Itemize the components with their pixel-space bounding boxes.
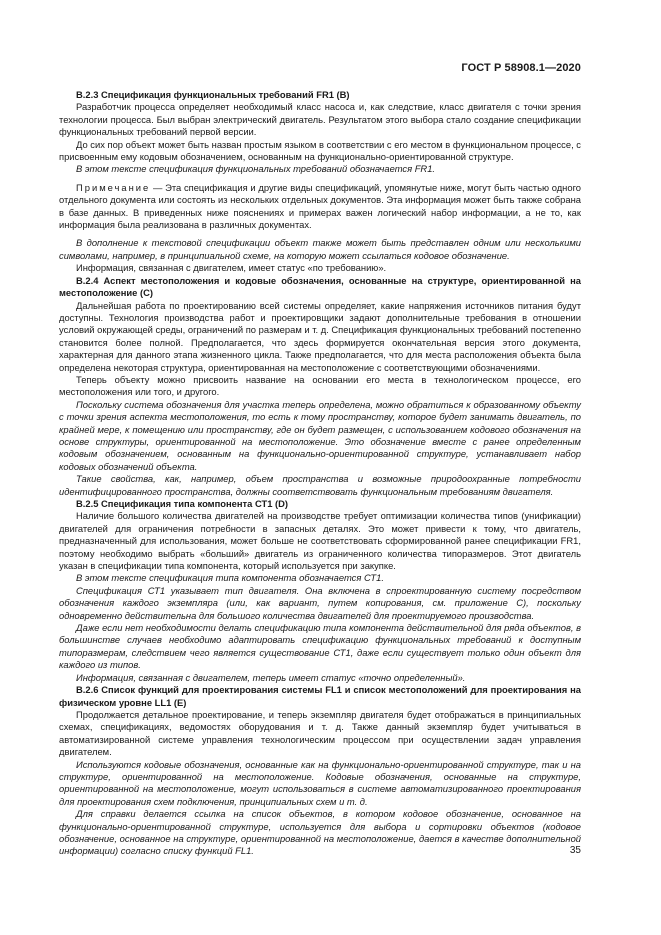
italic-paragraph: Спецификация СТ1 указывает тип двигателя. Она включена в спроектированную систему посредством обозначения каждого экземпляра (или, как вариант, путем копирования, см. приложение С), поскольку одновременно действительна для большого количества двигателей для проектируемого производства.: [59, 584, 581, 621]
document-id: ГОСТ Р 58908.1—2020: [461, 62, 581, 74]
section-heading-b23: В.2.3 Спецификация функциональных требований FR1 (В): [76, 89, 350, 100]
italic-paragraph: В этом тексте спецификация функциональных требований обозначается FR1.: [76, 163, 436, 175]
section-heading-b25: В.2.5 Спецификация типа компонента СТ1 (D): [76, 498, 289, 509]
italic-paragraph: Информация, связанная с двигателем, теперь имеет статус «точно определенный».: [76, 671, 466, 683]
paragraph: Разработчик процесса определяет необходимый класс насоса и, как следствие, класс двигателя с точки зрения технологии процесса. Был выбран электрический двигатель. Результатом этого выбора стало создание спецификации функциональных требований первой версии.: [59, 101, 581, 138]
paragraph: Продолжается детальное проектирование, и теперь экземпляр двигателя будет отображаться в принципиальных схемах, спецификациях, ведомостях оборудования и т. д. Также данный экземпляр будет учитываться в автоматизированной системе управления технологическим процессом при осуществлении задач управления двигателем.: [59, 708, 581, 758]
paragraph: До сих пор объект может быть назван простым языком в соответствии с его местом в функциональном процессе, с присвоенным ему кодовым обозначением, основанным на функционально-ориентированной структуре.: [59, 138, 581, 163]
italic-paragraph: Такие свойства, как, например, объем пространства и возможные природоохранные потребности идентифицированного пространства, должны соответствовать функциональным требованиям двигателя.: [59, 473, 581, 497]
italic-paragraph: Даже если нет необходимости делать спецификацию типа компонента действительной для ряда объектов, в большинстве случаев необходимо адаптировать спецификацию функциональных требований к доступным типоразмерам, следствием чего является существование СТ1, даже если существует только один объект для каждого из типов.: [59, 622, 581, 671]
paragraph: Наличие большого количества двигателей на производстве требует оптимизации количества типов (унификации) двигателей для ограничения потребности в запасных деталях. Это может привести к тому, что двигатель, предназначенный для использования, может больше не соответствовать сформированной ранее спецификации FR1, поэтому необходимо выбрать «больший» двигатель из ограниченного количества типоразмеров. Этот двигатель указан в спецификации типа компонента, который используется при закупке.: [59, 510, 581, 572]
italic-paragraph: Для справки делается ссылка на список объектов, в котором кодовое обозначение, основанное на функционально-ориентированной структуре, используется для выбора и сортировки объектов (кодовое обозначение, основанное на структуре, ориентированной на местоположение, дается в качестве дополнительной информации) согласно списку функций FL1.: [59, 808, 581, 857]
italic-paragraph: Поскольку система обозначения для участка теперь определена, можно обратиться к образованному объекту с точки зрения аспекта местоположения, то есть к тому пространству, которое будет занимать двигатель, по крайней мере, к помещению или пространству, где он будет размещен, с использованием кодового обозначения на основе структуры, ориентированной на местоположение. Это обозначение вместе с ранее определенным кодовым обозначением, основанным на функционально-ориентированной структуре, устанавливает набор кодовых обозначений объекта.: [59, 398, 581, 472]
page-number: 35: [569, 845, 581, 856]
italic-paragraph: В дополнение к текстовой спецификации объект также может быть представлен одним или несколькими символами, например, в принципиальной схеме, на которую может ссылаться кодовое обозначение.: [59, 237, 581, 261]
section-heading-b26: В.2.6 Список функций для проектирования системы FL1 и список местоположений для проектирования на физическом уровне LL1 (Е): [59, 684, 581, 708]
note-label: Примечание: [76, 181, 151, 193]
section-heading-b24: В.2.4 Аспект местоположения и кодовые обозначения, основанные на структуре, ориентированной на местоположение (С): [59, 274, 581, 299]
note-text: — Эта спецификация и другие виды спецификаций, упомянутые ниже, могут быть частью одного отдельного документа или состоять из нескольких отдельных документов. Эта информация может быть также собрана в базе данных. В приведенных ниже пояснениях и примерах важен логический набор информации, а не то, как информация была реализована в различных документах.: [59, 181, 581, 231]
italic-paragraph: В этом тексте спецификация типа компонента обозначается СТ1.: [76, 572, 384, 584]
document-body: [59, 89, 581, 858]
paragraph: Теперь объекту можно присвоить название на основании его места в технологическом процессе, его местоположения или того, и другого.: [59, 373, 581, 398]
italic-paragraph: Используются кодовые обозначения, основанные как на функционально-ориентированной структуре, так и на структуре, ориентированной на местоположение. Кодовые обозначения, основанные на структуре, ориентированной на местоположение, могут использоваться в системе автоматизированного проектирования для проектирования схем подключения, принципиальных схем и т. д.: [59, 758, 581, 807]
note-paragraph: [59, 182, 581, 232]
paragraph: Дальнейшая работа по проектированию всей системы определяет, какие напряжения источников питания будут доступны. Технология производства работ и проектировщики задают дополнительные требования в отношении условий окружающей среды, ограничений по размерам и т. д. Спецификация функциональных требований постепенно становится более полной. Предполагается, что здесь формируется окончательная версия этого документа, характерная для данного этапа жизненного цикла. Также предполагается, что для места расположения объекта была определена некоторая структура, ориентированная на местоположение с соответствующими обозначениями.: [59, 299, 581, 373]
paragraph: Информация, связанная с двигателем, имеет статус «по требованию».: [76, 262, 387, 274]
